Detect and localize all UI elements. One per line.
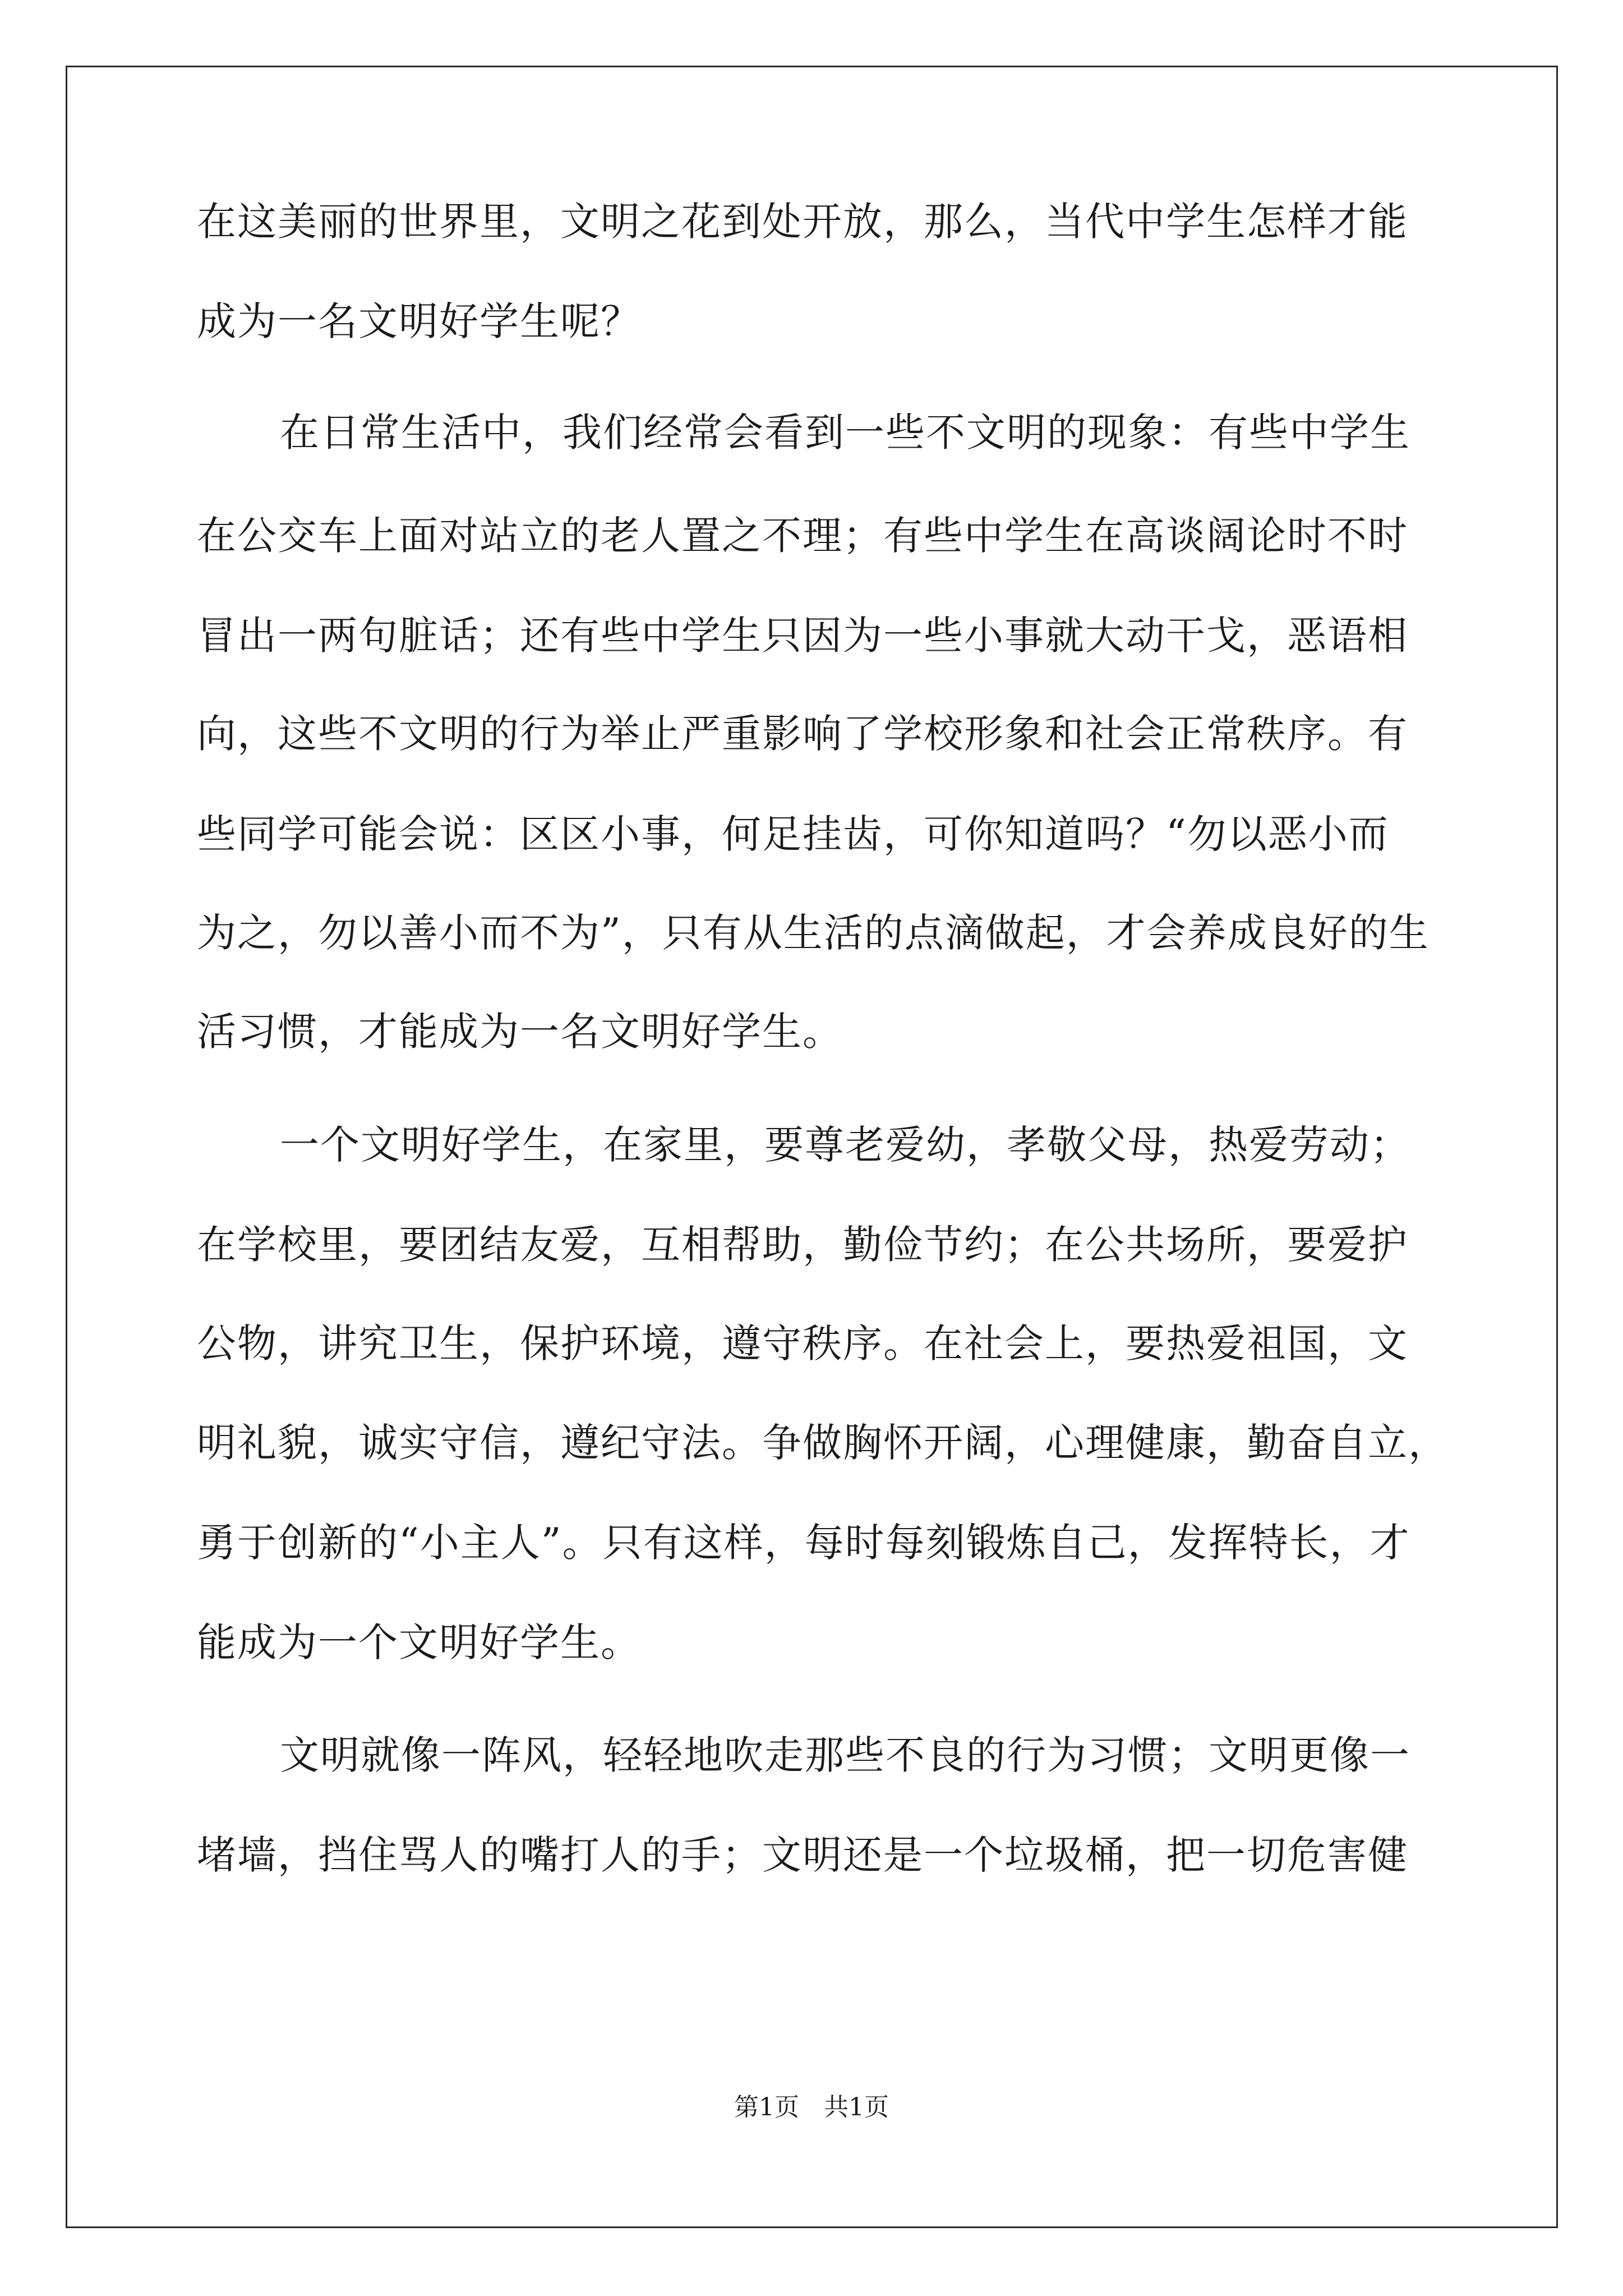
text-line: 勇于创新的“小主人”。只有这样，每时每刻锻炼自己，发挥特长，才 [197,1520,1410,1566]
text-line: 堵墙，挡住骂人的嘴打人的手；文明还是一个垃圾桶，把一切危害健 [197,1832,1408,1878]
text-line: 公物，讲究卫生，保护环境，遵守秩序。在社会上，要热爱祖国，文 [197,1320,1408,1366]
text-line: 一个文明好学生，在家里，要尊老爱幼，孝敬父母，热爱劳动； [280,1122,1410,1168]
text-line: 向，这些不文明的行为举止严重影响了学校形象和社会正常秩序。有 [197,711,1408,757]
text-line: 成为一名文明好学生呢？ [197,298,641,344]
text-line: 活习惯，才能成为一名文明好学生。 [197,1009,843,1055]
text-line: 些同学可能会说：区区小事，何足挂齿，可你知道吗？“勿以恶小而 [197,811,1389,857]
text-line: 在这美丽的世界里，文明之花到处开放，那么，当代中学生怎样才能 [197,199,1408,245]
text-line: 在日常生活中，我们经常会看到一些不文明的现象：有些中学生 [280,409,1410,455]
text-line: 在公交车上面对站立的老人置之不理；有些中学生在高谈阔论时不时 [197,513,1408,559]
text-line: 在学校里，要团结友爱，互相帮助，勤俭节约；在公共场所，要爱护 [197,1222,1408,1268]
text-line: 文明就像一阵风，轻轻地吹走那些不良的行为习惯；文明更像一 [280,1732,1410,1778]
text-line: 明礼貌，诚实守信，遵纪守法。争做胸怀开阔，心理健康，勤奋自立， [197,1420,1449,1466]
text-line: 冒出一两句脏话；还有些中学生只因为一些小事就大动干戈，恶语相 [197,613,1408,659]
text-line: 为之，勿以善小而不为”，只有从生活的点滴做起，才会养成良好的生 [197,910,1430,956]
page-number: 第1页 共1页 [734,2093,889,2122]
text-line: 能成为一个文明好学生。 [197,1619,641,1665]
